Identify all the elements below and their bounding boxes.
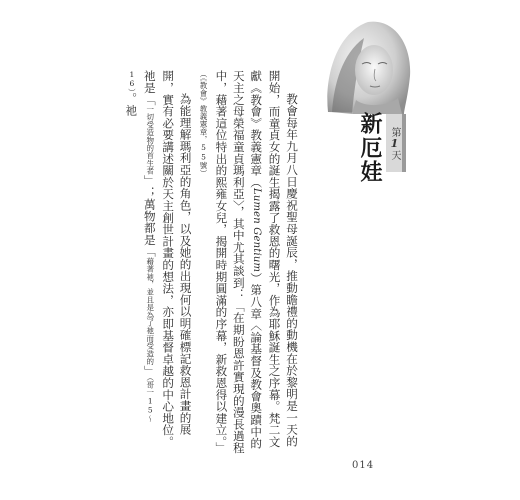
- p1-text-a: 教會每年九月八日慶祝聖母誕辰，推動瞻禮的動機在於黎明是一天的開始，而童貞女的誕生揭露了救恩的曙光，作為耶穌誕生之序幕。梵二文獻《教會》教義憲章（: [249, 70, 299, 448]
- paragraph-1: [194, 70, 300, 455]
- day-number: 1: [388, 136, 401, 150]
- p2-reference: （哥一15～16）: [127, 70, 155, 423]
- madonna-portrait-illustration: [318, 14, 416, 116]
- body-text: [124, 70, 300, 455]
- p2-quote-1: 一切受造物的首生者: [145, 105, 155, 175]
- chapter-heading: [354, 112, 410, 232]
- day-suffix: 天: [389, 149, 400, 160]
- p1-reference: （《教會》教義憲章，55號）: [198, 70, 208, 178]
- paragraph-2: [122, 70, 194, 455]
- p2-text-a: 為能理解瑪利亞的角色，以及她的出現何以明確標記救恩計畫的展開，實有必要講述關於天主創世計畫的想法，亦即基督卓越的中心地位。祂是「: [142, 70, 193, 448]
- latin-title: Lumen Gentium: [251, 188, 263, 273]
- p2-text-b: 」；萬物都是「: [142, 174, 157, 258]
- p2-text-d: 。祂: [124, 92, 139, 116]
- day-prefix: 第: [389, 126, 400, 137]
- p1-text-b: ）第八章〈論基督及教會奧蹟中的天主之母榮福童貞瑪利亞〉，其中尤其談到：「在期盼恩許實現的漫長過程中，藉著這位特出的熙雍女兒，揭開時期圓滿的序幕，新救恩得以建立。」: [214, 70, 264, 454]
- page-number: 014: [352, 460, 375, 471]
- p2-quote-2: 藉著祂，並且是為了祂而受造的: [145, 257, 155, 366]
- p2-text-c: 」: [142, 365, 157, 377]
- chapter-title: 新厄娃: [357, 112, 382, 184]
- day-label: [386, 114, 406, 172]
